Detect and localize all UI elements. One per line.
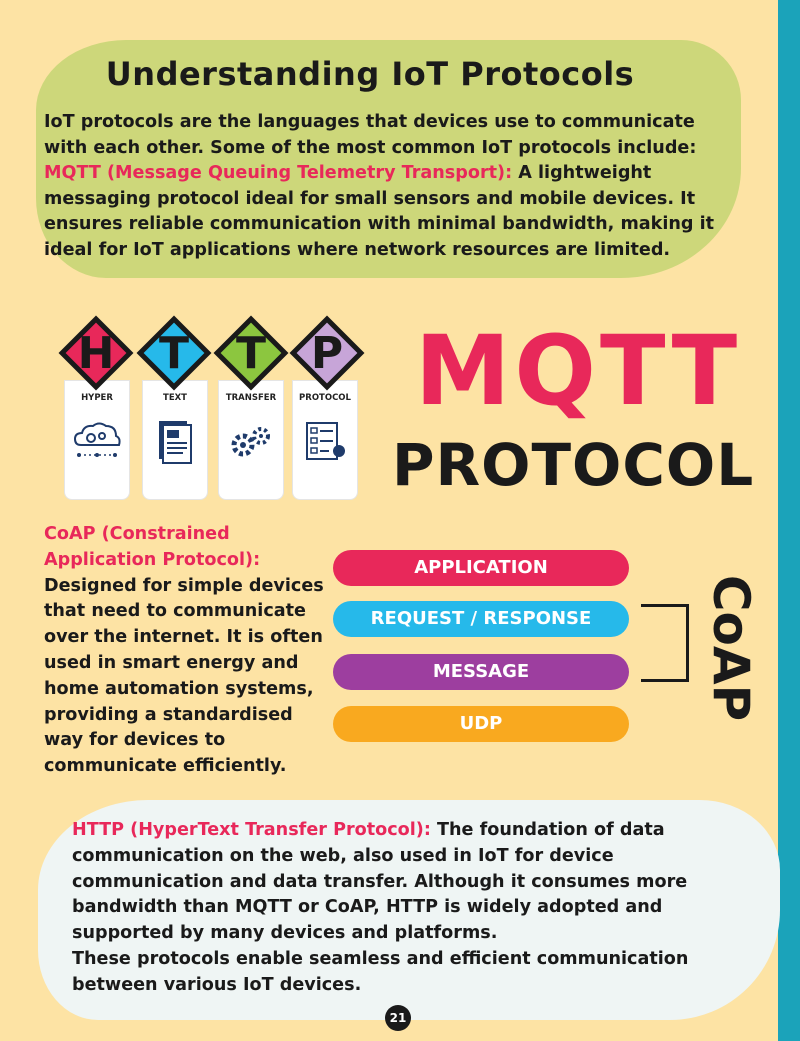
layer-udp: UDP (333, 706, 629, 742)
text-card (142, 380, 208, 500)
coap-vertical-label (700, 568, 760, 728)
letter-h: H (77, 328, 115, 379)
http-graphic (40, 308, 370, 508)
layer-request-response: REQUEST / RESPONSE (333, 601, 629, 637)
svg-text:CoAP: CoAP (702, 574, 760, 722)
closing-paragraph: These protocols enable seamless and efficient communication between various IoT devices. (72, 948, 689, 995)
mqtt-logo-protocol: PROTOCOL (392, 431, 755, 499)
letter-p: P (310, 328, 344, 379)
hyper-card (64, 380, 130, 500)
gears-icon (225, 415, 277, 467)
mqtt-heading: MQTT (Message Queuing Telemetry Transport): (44, 163, 513, 183)
mqtt-logo-word: MQTT (414, 315, 742, 427)
http-text-block (72, 818, 732, 999)
page-number: 21 (385, 1005, 411, 1031)
checklist-icon (299, 415, 351, 467)
layer-application: APPLICATION (333, 550, 629, 586)
cloud-gears-icon (71, 415, 123, 467)
letter-t2: T (235, 328, 266, 379)
coap-description: Designed for simple devices that need to communicate over the internet. It is often used in smart energy and home automation systems, providing a standardised way for devices to communicate efficiently. (44, 575, 324, 777)
transfer-label: TRANSFER (225, 393, 277, 403)
layer-message: MESSAGE (333, 654, 629, 690)
text-label: TEXT (163, 393, 187, 403)
http-description: The foundation of data communication on the web, also used in IoT for device communication and data transfer. Although it consumes more bandwidth than MQTT or CoAP, HTTP is widely adopted and supported by many devices and platforms. (72, 820, 688, 944)
hyper-label: HYPER (81, 393, 113, 403)
mqtt-description: A lightweight messaging protocol ideal for small sensors and mobile devices. It ensures reliable communication with minimal bandwidth, making it ideal for IoT applications where network resources are limited. (44, 163, 715, 260)
letter-t: T (158, 328, 189, 379)
protocol-card (292, 380, 358, 500)
http-heading: HTTP (HyperText Transfer Protocol): (72, 820, 431, 840)
page-title: Understanding IoT Protocols (105, 55, 635, 93)
coap-text-block (44, 522, 334, 780)
document-icon (149, 415, 201, 467)
coap-bracket (641, 604, 689, 682)
intro-text-block (44, 110, 734, 263)
coap-heading: CoAP (Constrained Application Protocol): (44, 524, 261, 570)
intro-paragraph: IoT protocols are the languages that devices use to communicate with each other. Some of the most common IoT protocols include: (44, 112, 697, 158)
transfer-card (218, 380, 284, 500)
page-edge-stripe (778, 0, 800, 1041)
protocol-label: PROTOCOL (299, 393, 351, 403)
